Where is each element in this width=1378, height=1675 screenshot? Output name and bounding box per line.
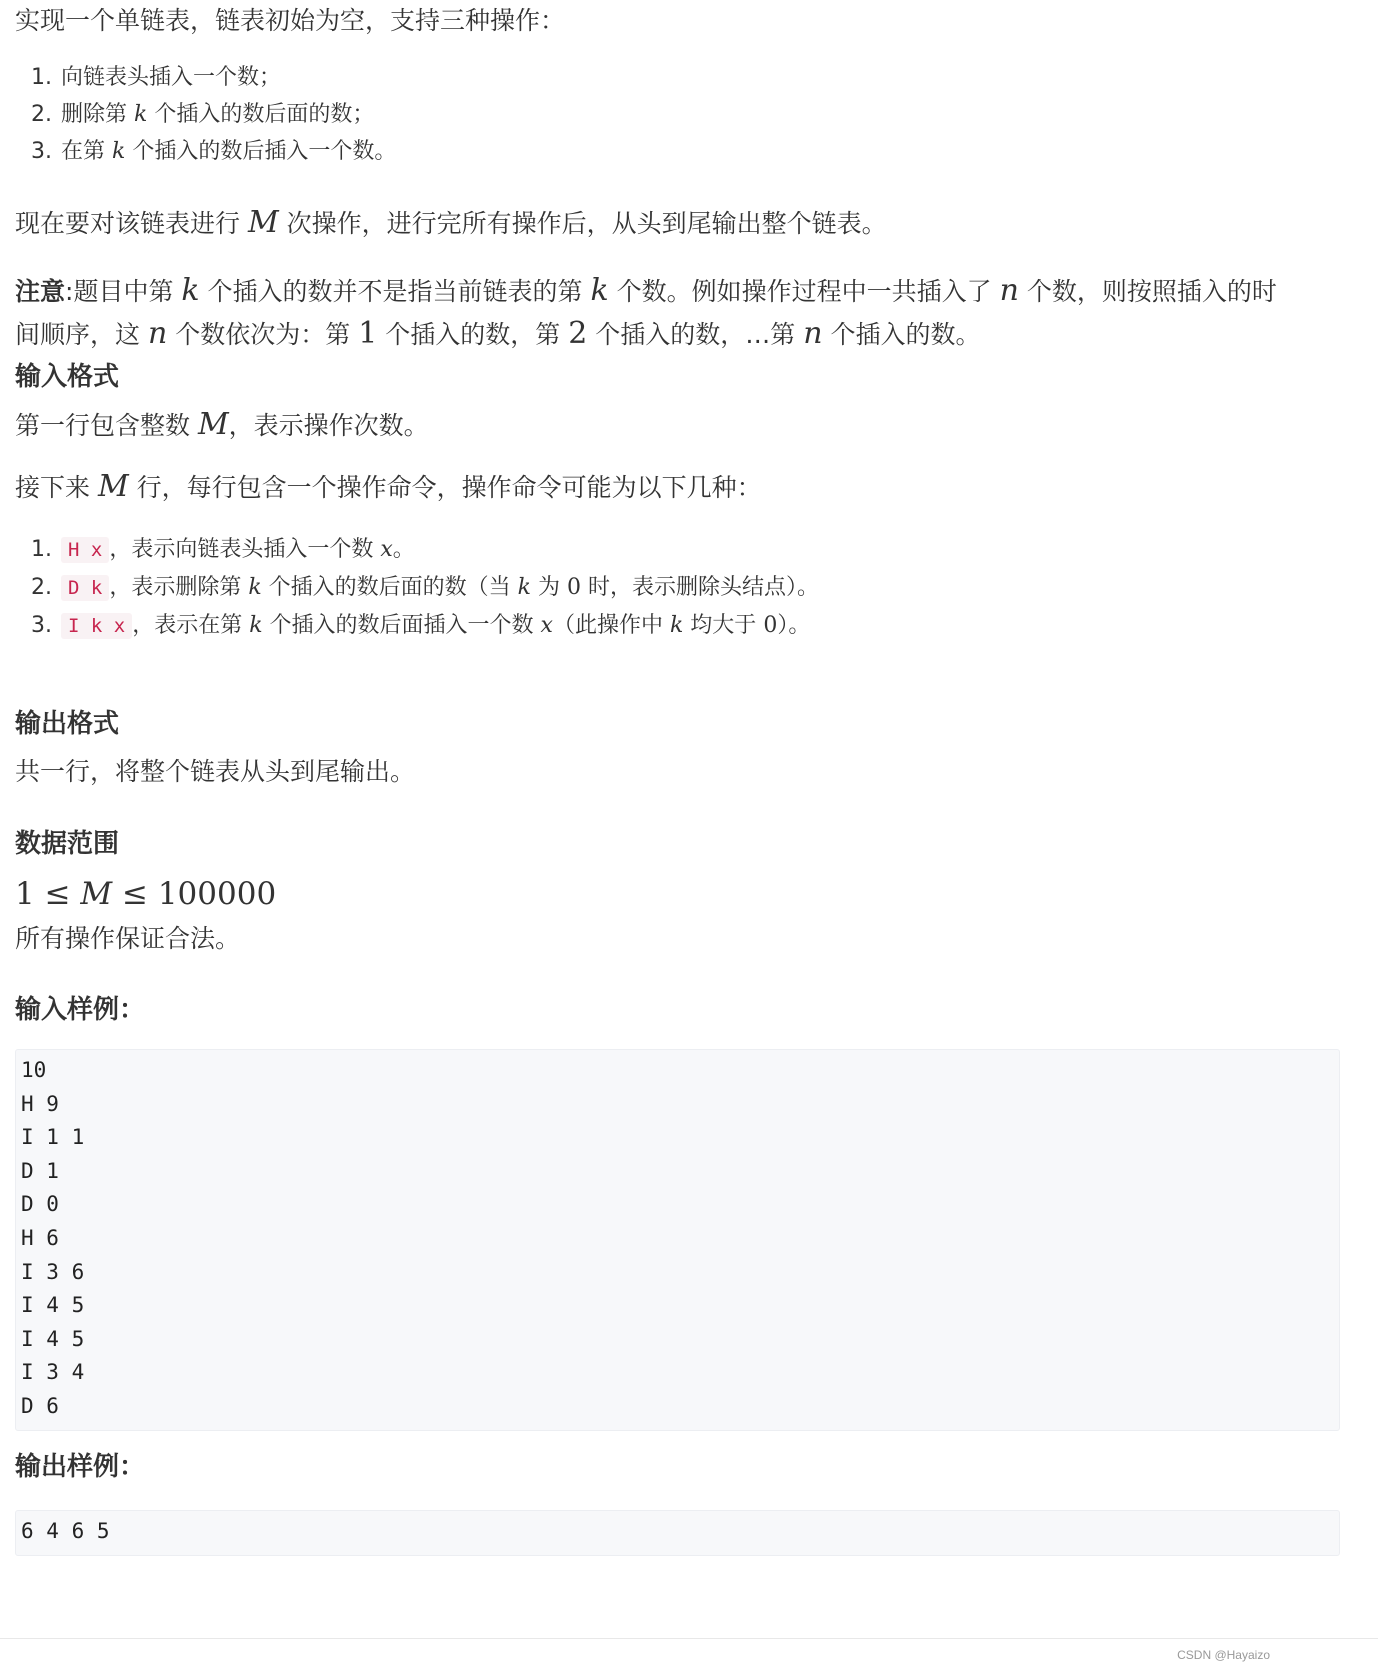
range-heading: 数据范围 xyxy=(15,829,120,859)
range-note-wrap xyxy=(15,918,1340,960)
output-format-text-wrap xyxy=(15,751,1340,793)
code-line: I 3 4 xyxy=(21,1360,85,1385)
input-format-line2: 接下来 M 行，每行包含一个操作命令，操作命令可能为以下几种： xyxy=(15,469,762,504)
code-line: I 4 5 xyxy=(21,1293,85,1318)
footer-divider xyxy=(0,1638,1378,1639)
note-text: 注意:题目中第 k 个插入的数并不是指当前链表的第 k 个数。例如操作过程中一共插入了 n 个数，则按照插入的时 间顺序，这 n 个数依次为：第 1 个插入的数，第 2 个插入的数，…第 n 个插入的数。 xyxy=(15,273,1277,351)
code-line: I 1 1 xyxy=(21,1125,85,1150)
command-code: H x xyxy=(61,537,109,563)
sample-output-code xyxy=(15,1510,1340,1556)
input-format-heading: 输入格式 xyxy=(15,362,120,392)
output-format-text: 共一行，将整个链表从头到尾输出。 xyxy=(15,757,416,786)
sample-output-wrap xyxy=(15,1510,1340,1556)
command-code: I k x xyxy=(61,613,132,639)
sample-output-heading: 输出样例： xyxy=(15,1452,146,1482)
operation-item: 3. 在第 k 个插入的数后插入一个数。 xyxy=(59,133,1340,170)
csdn-watermark: CSDN @Hayaizo xyxy=(1177,1648,1270,1662)
note-section xyxy=(15,270,1340,356)
task-section xyxy=(15,202,1340,245)
command-item: 3. I k x ，表示在第 k 个插入的数后面插入一个数 x（此操作中 k 均大于 0）。 xyxy=(59,607,1340,645)
range-section xyxy=(15,824,1340,864)
range-formula-wrap xyxy=(15,872,1340,916)
code-line: D 0 xyxy=(21,1192,59,1217)
output-format-section xyxy=(15,704,1340,744)
code-line: H 6 xyxy=(21,1225,59,1250)
code-line: H 9 xyxy=(21,1091,59,1116)
sample-output-section xyxy=(15,1447,1340,1487)
code-line: 6 4 6 5 xyxy=(21,1519,110,1543)
sample-input-code xyxy=(15,1049,1340,1431)
operations-section xyxy=(15,59,1340,170)
commands-section xyxy=(15,531,1340,645)
code-line: D 6 xyxy=(21,1393,59,1418)
note-label: 注意 xyxy=(15,277,66,306)
intro-text: 实现一个单链表，链表初始为空，支持三种操作： xyxy=(15,6,566,35)
sample-input-wrap xyxy=(15,1049,1340,1431)
operation-item: 2. 删除第 k 个插入的数后面的数； xyxy=(59,96,1340,133)
intro-section xyxy=(15,0,1340,42)
range-formula: 1 ≤ M ≤ 100000 xyxy=(15,876,277,912)
operations-list xyxy=(15,59,1340,170)
commands-list xyxy=(15,531,1340,645)
code-line: I 4 5 xyxy=(21,1326,85,1351)
code-line: D 1 xyxy=(21,1158,59,1183)
output-format-heading: 输出格式 xyxy=(15,709,120,739)
sample-input-heading: 输入样例： xyxy=(15,995,146,1025)
command-code: D k xyxy=(61,575,109,601)
input-format-section xyxy=(15,357,1340,397)
sample-input-section xyxy=(15,990,1340,1030)
input-format-line1: 第一行包含整数 M，表示操作次数。 xyxy=(15,407,429,442)
task-text: 现在要对该链表进行 M 次操作，进行完所有操作后，从头到尾输出整个链表。 xyxy=(15,205,887,240)
command-item: 2. D k ，表示删除第 k 个插入的数后面的数（当 k 为 0 时，表示删除头结点）。 xyxy=(59,569,1340,607)
code-line: 10 xyxy=(21,1058,47,1082)
command-item: 1. H x ，表示向链表头插入一个数 x。 xyxy=(59,531,1340,569)
code-line: I 3 6 xyxy=(21,1259,85,1284)
range-note: 所有操作保证合法。 xyxy=(15,924,241,953)
operation-item: 1. 向链表头插入一个数； xyxy=(59,59,1340,96)
